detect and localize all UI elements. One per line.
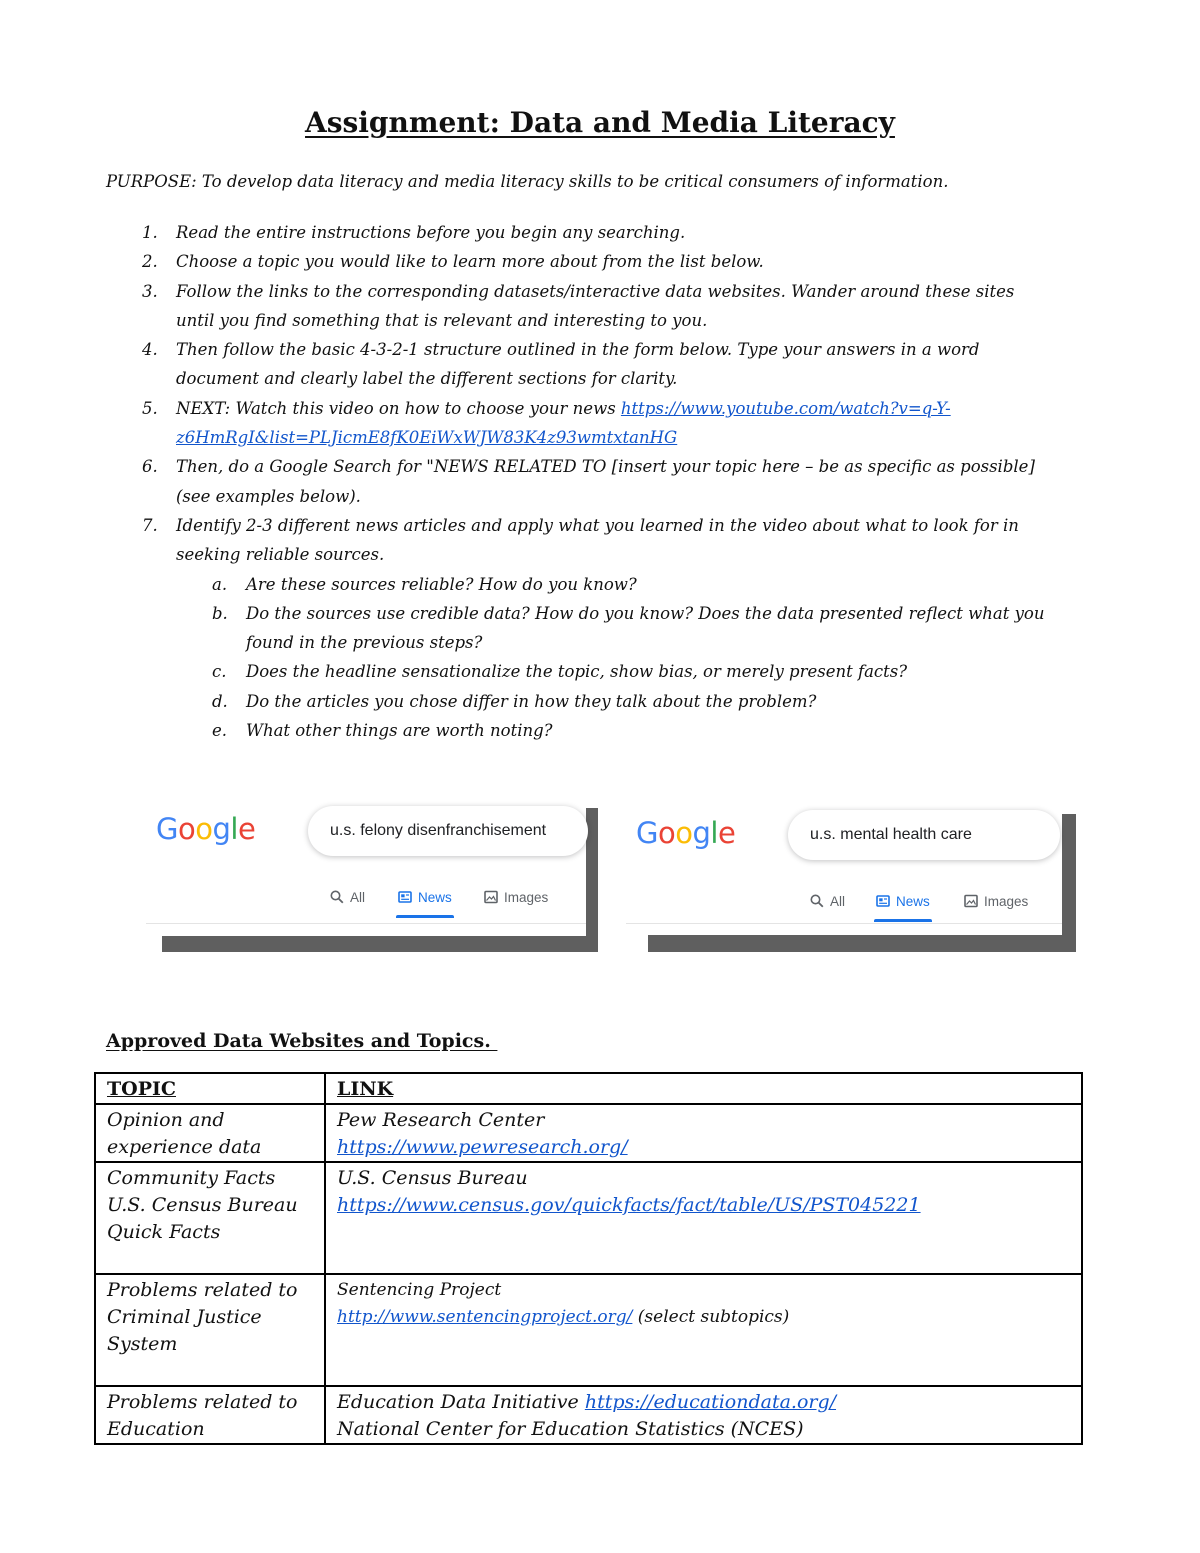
active-tab-indicator [874,919,932,922]
tab-images[interactable]: Images [484,890,548,905]
news-icon [876,894,890,908]
tab-all[interactable]: All [330,890,365,905]
search-icon [810,894,824,908]
table-header-row [95,1073,1082,1104]
card-shadow [162,936,598,952]
tabs-divider [146,923,586,924]
list-item: e. What other things are worth noting? [212,721,553,741]
sub-list [176,570,1096,746]
table-row [95,1386,1082,1444]
census-quickfacts-link[interactable]: https://www.census.gov/quickfacts/fact/table/US/PST045221 [337,1194,921,1216]
tab-all[interactable]: All [810,894,845,909]
tab-news[interactable]: News [398,890,452,905]
table-row [95,1162,1082,1274]
search-tabs [330,890,590,920]
link-cell: Pew Research Center https://www.pewresearch.org/ [325,1104,1082,1162]
list-item: 1. Read the entire instructions before you begin any searching. [142,223,686,242]
page-title: Assignment: Data and Media Literacy [305,106,895,139]
google-search-example-1 [146,806,598,952]
search-input[interactable]: u.s. mental health care [788,810,1060,860]
list-item: 6. Then, do a Google Search for "NEWS RELATED TO [insert your topic here – be as specific as possible] (see examples below). [142,457,1035,506]
list-item: 3. Follow the links to the corresponding datasets/interactive data websites. Wander around these sites until you find something that is relevant and interesting to you. [142,281,1015,330]
tab-news[interactable]: News [876,894,930,909]
topic-cell: Problems related to Education [95,1386,325,1444]
google-search-example-2 [626,810,1076,952]
news-icon [398,890,412,904]
topic-cell: Community Facts U.S. Census Bureau Quick Facts [95,1162,325,1274]
section-title: Approved Data Websites and Topics. [106,1030,498,1052]
list-item: 4. Then follow the basic 4-3-2-1 structure outlined in the form below. Type your answers in a word document and clearly label the different sections for clarity. [142,340,980,389]
list-item: 2. Choose a topic you would like to learn more about from the list below. [142,252,764,272]
tabs-divider [626,923,1062,924]
image-icon [484,890,498,904]
link-cell: U.S. Census Bureau https://www.census.gov/quickfacts/fact/table/US/PST045221 [325,1162,1082,1274]
tab-images[interactable]: Images [964,894,1028,909]
list-item: 7. Identify 2-3 different news articles and apply what you learned in the video about what to look for in seeking reliable sources. a. Are these sources reliable? How do you know? b. Do the sources use credible data? How do you know? Does the data presented reflect what you found in the previous steps? c. Does the headline sensationalize the topic, show bias, or merely present facts? d. Do the articles you chose differ in how they talk about the problem? e. What other things are worth noting? [106,511,1096,745]
card-shadow [1062,814,1076,952]
list-item: a. Are these sources reliable? How do you know? [212,574,637,594]
topic-cell: Problems related to Criminal Justice System [95,1274,325,1386]
sentencing-project-link[interactable]: http://www.sentencingproject.org/ [337,1307,633,1327]
list-item: b. Do the sources use credible data? How do you know? Does the data presented reflect what you found in the previous steps? [212,603,1045,653]
instruction-list [106,218,1096,745]
approved-websites-table [94,1072,1083,1445]
card-shadow [648,935,1076,952]
active-tab-indicator [396,915,454,918]
youtube-link[interactable]: https://www.youtube.com/watch?v=q-Y- z6HmRgI&list=PLJicmE8fK0EiWxWJW83K4z93wmtxtanHG [176,398,951,448]
table-row [95,1104,1082,1162]
google-logo: Google [636,816,736,850]
image-icon [964,894,978,908]
search-input[interactable]: u.s. felony disenfranchisement [308,806,588,856]
table-row [95,1274,1082,1386]
pew-research-link[interactable]: https://www.pewresearch.org/ [337,1136,628,1158]
education-data-link[interactable]: https://educationdata.org/ [584,1391,837,1413]
google-logo: Google [156,812,256,846]
column-header-link: LINK [325,1073,1082,1104]
list-item: 5. NEXT: Watch this video on how to choose your news https://www.youtube.com/watch?v=q-Y- z6HmRgI&list=PLJicmE8fK0EiWxWJW83K4z93wmtxtanHG [142,398,951,448]
search-tabs [810,894,1070,924]
link-cell: Sentencing Project http://www.sentencingproject.org/ (select subtopics) [325,1274,1082,1386]
column-header-topic: TOPIC [95,1073,325,1104]
list-item: d. Do the articles you chose differ in how they talk about the problem? [212,691,817,711]
link-cell: Education Data Initiative https://educationdata.org/ National Center for Education Statistics (NCES) [325,1386,1082,1444]
topic-cell: Opinion and experience data [95,1104,325,1162]
search-icon [330,890,344,904]
list-item: c. Does the headline sensationalize the topic, show bias, or merely present facts? [212,662,908,682]
purpose-statement: PURPOSE: To develop data literacy and media literacy skills to be critical consumers of information. [106,172,949,191]
